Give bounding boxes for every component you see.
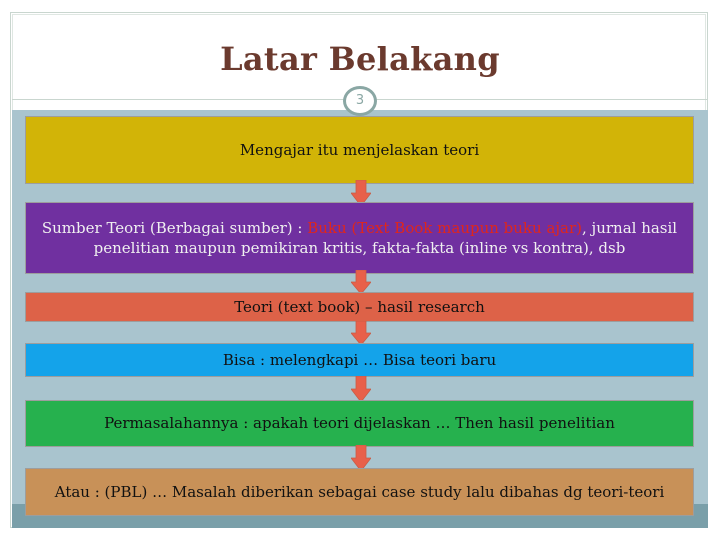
flow-step-3 <box>25 292 694 322</box>
flow-step-4-text: Bisa : melengkapi … Bisa teori baru <box>222 350 497 369</box>
flow-step-2 <box>25 202 694 274</box>
down-arrow-icon <box>351 270 371 294</box>
down-arrow-icon <box>351 376 371 402</box>
down-arrow-icon <box>351 321 371 345</box>
slide-title: Latar Belakang <box>220 40 500 78</box>
flow-step-2-suffix: , jurnal hasil penelitian maupun pemikiran kritis, fakta-fakta (inline vs kontra), dsb <box>93 218 678 257</box>
page-number-badge: 3 <box>343 86 377 116</box>
flow-step-6 <box>25 468 694 516</box>
flow-step-4 <box>25 343 694 377</box>
flow-step-2-text <box>32 218 687 259</box>
flow-step-5-text: Permasalahannya : apakah teori dijelaskan … Then hasil penelitian <box>104 414 615 433</box>
flow-step-1-text: Mengajar itu menjelaskan teori <box>239 140 480 159</box>
flow-step-1 <box>25 116 694 184</box>
flow-step-2-highlight: Buku (Text Book maupun buku ajar) <box>307 218 583 237</box>
flow-step-3-text: Teori (text book) – hasil research <box>234 297 485 316</box>
flow-step-5 <box>25 400 694 447</box>
flow-step-6-text: Atau : (PBL) … Masalah diberikan sebagai case study lalu dibahas dg teori-teori <box>54 482 665 501</box>
flow-step-2-prefix: Sumber Teori (Berbagai sumber) : <box>41 218 308 237</box>
